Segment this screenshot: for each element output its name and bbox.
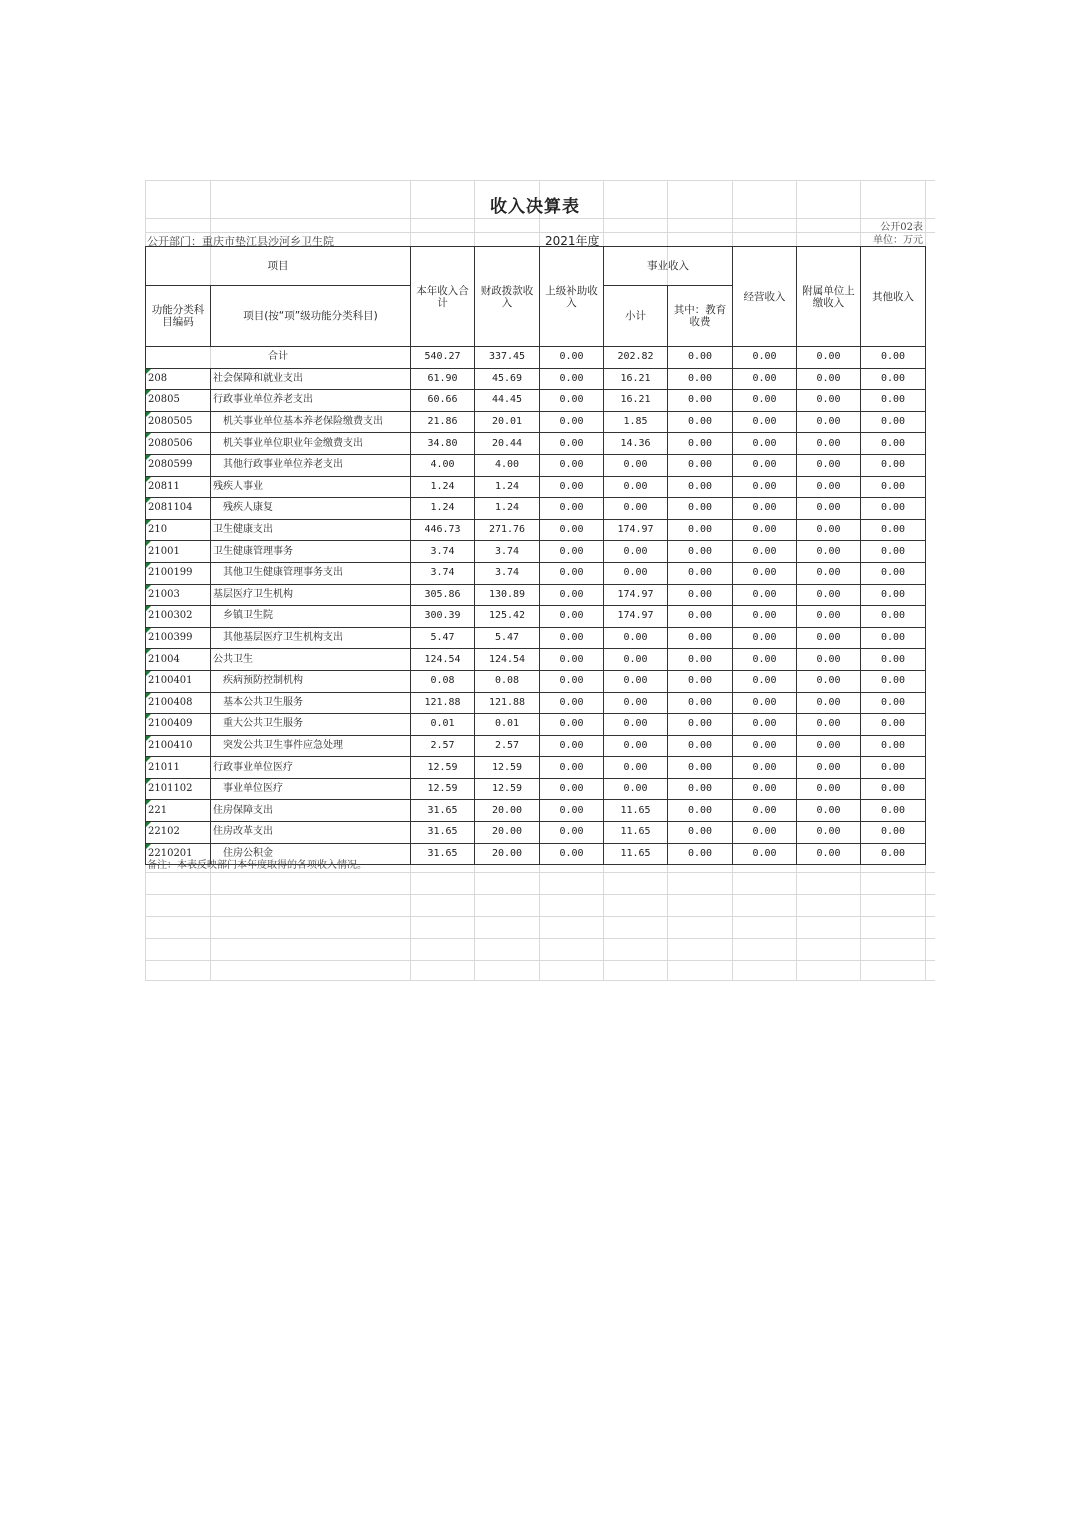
row-value: 0.00 [604,454,668,476]
year-label: 2021年度 [545,234,600,248]
table-row [146,714,926,736]
row-value: 271.76 [475,519,540,541]
row-value: 0.00 [540,714,604,736]
table-row [146,800,926,822]
table-row [146,454,926,476]
department-label: 公开部门：重庆市垫江县沙河乡卫生院 [147,235,334,248]
row-value: 0.00 [797,368,861,390]
row-value: 0.00 [604,541,668,563]
gridline [145,180,935,181]
row-value: 0.00 [797,670,861,692]
row-value: 0.00 [861,390,926,412]
row-value: 0.00 [668,433,733,455]
row-value: 0.00 [540,390,604,412]
header-code: 功能分类科目编码 [146,286,211,347]
row-name: 其他卫生健康管理事务支出 [211,562,411,584]
row-value: 0.00 [733,606,797,628]
table-row [146,778,926,800]
row-code: 2100410 [146,735,211,757]
row-value: 0.00 [733,433,797,455]
row-name: 住房改革支出 [211,822,411,844]
row-value: 0.00 [668,692,733,714]
row-value: 305.86 [411,584,475,606]
row-value: 0.00 [604,562,668,584]
row-value: 0.00 [540,692,604,714]
row-name: 残疾人事业 [211,476,411,498]
row-value: 0.00 [861,843,926,865]
row-value: 0.00 [540,411,604,433]
row-name: 基层医疗卫生机构 [211,584,411,606]
row-code: 221 [146,800,211,822]
row-value: 60.66 [411,390,475,412]
row-value: 0.00 [604,735,668,757]
row-value: 16.21 [604,368,668,390]
row-value: 0.00 [733,476,797,498]
row-value: 31.65 [411,800,475,822]
row-code: 208 [146,368,211,390]
table-row [146,757,926,779]
header-subtotal: 小计 [604,286,668,347]
row-value: 0.00 [540,541,604,563]
row-value: 0.00 [668,714,733,736]
row-name: 住房公积金 [211,843,411,865]
row-value: 0.00 [861,498,926,520]
row-code: 2100399 [146,627,211,649]
total-cell: 202.82 [604,347,668,369]
row-value: 0.00 [540,800,604,822]
row-value: 125.42 [475,606,540,628]
header-name: 项目(按“项”级功能分类科目) [211,286,411,347]
table-note: 备注：本表反映部门本年度取得的各项收入情况。 [147,860,367,871]
row-value: 0.00 [733,843,797,865]
total-cell: 0.00 [540,347,604,369]
row-code: 20805 [146,390,211,412]
row-value: 0.00 [604,498,668,520]
row-value: 0.00 [668,390,733,412]
row-value: 0.00 [797,390,861,412]
row-value: 21.86 [411,411,475,433]
row-value: 0.00 [861,368,926,390]
row-value: 0.00 [861,606,926,628]
row-value: 34.80 [411,433,475,455]
row-code: 2080599 [146,454,211,476]
row-name: 行政事业单位养老支出 [211,390,411,412]
row-value: 0.00 [797,562,861,584]
row-value: 0.00 [604,649,668,671]
row-value: 0.01 [411,714,475,736]
row-value: 0.00 [861,519,926,541]
row-code: 21004 [146,649,211,671]
row-value: 0.00 [797,714,861,736]
row-value: 0.00 [861,541,926,563]
row-value: 0.00 [668,541,733,563]
row-value: 0.00 [540,562,604,584]
row-value: 0.00 [861,411,926,433]
row-value: 31.65 [411,822,475,844]
row-value: 0.00 [861,757,926,779]
row-value: 0.00 [797,822,861,844]
row-value: 45.69 [475,368,540,390]
row-name: 重大公共卫生服务 [211,714,411,736]
row-value: 0.00 [540,843,604,865]
row-value: 0.00 [668,606,733,628]
row-value: 0.00 [604,692,668,714]
row-name: 突发公共卫生事件应急处理 [211,735,411,757]
row-value: 0.00 [540,584,604,606]
row-value: 0.00 [540,822,604,844]
gridline [145,938,935,939]
row-value: 0.00 [604,714,668,736]
row-value: 0.00 [861,649,926,671]
header-subsidy: 上级补助收入 [540,247,604,347]
total-cell: 0.00 [733,347,797,369]
row-value: 12.59 [475,757,540,779]
row-value: 0.00 [861,778,926,800]
row-value: 0.00 [540,433,604,455]
row-value: 0.00 [733,541,797,563]
row-name: 机关事业单位基本养老保险缴费支出 [211,411,411,433]
row-value: 0.00 [861,714,926,736]
row-value: 0.00 [797,541,861,563]
row-value: 3.74 [475,541,540,563]
row-value: 0.00 [861,627,926,649]
row-value: 20.00 [475,843,540,865]
row-value: 0.00 [861,800,926,822]
row-value: 0.00 [540,757,604,779]
header-total: 本年收入合计 [411,247,475,347]
row-name: 卫生健康管理事务 [211,541,411,563]
row-value: 124.54 [475,649,540,671]
row-value: 0.00 [540,368,604,390]
row-value: 0.00 [797,757,861,779]
row-value: 0.00 [668,562,733,584]
row-name: 其他行政事业单位养老支出 [211,454,411,476]
income-table [145,246,926,865]
row-value: 0.00 [540,627,604,649]
row-name: 基本公共卫生服务 [211,692,411,714]
header-affiliated: 附属单位上缴收入 [797,247,861,347]
row-value: 1.24 [475,498,540,520]
total-label: 合计 [146,347,411,369]
table-row [146,627,926,649]
table-row [146,433,926,455]
row-value: 3.74 [411,562,475,584]
row-value: 121.88 [475,692,540,714]
row-value: 124.54 [411,649,475,671]
row-name: 行政事业单位医疗 [211,757,411,779]
row-value: 11.65 [604,843,668,865]
row-code: 21001 [146,541,211,563]
row-value: 5.47 [411,627,475,649]
table-row [146,368,926,390]
total-cell: 540.27 [411,347,475,369]
row-value: 0.00 [797,584,861,606]
row-code: 2100409 [146,714,211,736]
row-value: 0.00 [540,454,604,476]
row-value: 0.00 [733,390,797,412]
unit-label: 单位：万元 [873,235,923,246]
row-value: 0.00 [861,454,926,476]
gridline [145,980,935,981]
row-value: 0.00 [733,519,797,541]
row-value: 0.00 [668,368,733,390]
table-row [146,606,926,628]
row-value: 130.89 [475,584,540,606]
gridline [145,894,935,895]
row-code: 2101102 [146,778,211,800]
table-row [146,411,926,433]
row-value: 0.00 [733,649,797,671]
row-name: 公共卫生 [211,649,411,671]
row-value: 5.47 [475,627,540,649]
row-name: 事业单位医疗 [211,778,411,800]
row-value: 0.00 [797,433,861,455]
row-value: 0.00 [797,649,861,671]
row-value: 0.00 [668,649,733,671]
row-value: 1.24 [411,498,475,520]
row-value: 0.00 [733,584,797,606]
row-value: 0.00 [668,584,733,606]
row-value: 0.00 [861,670,926,692]
row-name: 住房保障支出 [211,800,411,822]
row-value: 1.85 [604,411,668,433]
row-value: 3.74 [475,562,540,584]
row-value: 0.00 [797,498,861,520]
form-code: 公开02表 [880,222,923,233]
row-code: 2210201 [146,843,211,865]
row-value: 0.00 [604,670,668,692]
row-value: 0.08 [411,670,475,692]
row-value: 0.00 [604,476,668,498]
header-fiscal: 财政拨款收入 [475,247,540,347]
row-value: 20.00 [475,800,540,822]
form-code-block [873,221,923,247]
row-code: 21011 [146,757,211,779]
row-value: 0.00 [797,476,861,498]
table-row [146,670,926,692]
row-value: 174.97 [604,584,668,606]
table-row [146,692,926,714]
row-value: 16.21 [604,390,668,412]
row-value: 174.97 [604,519,668,541]
row-value: 61.90 [411,368,475,390]
row-name: 乡镇卫生院 [211,606,411,628]
table-row [146,476,926,498]
table-row [146,584,926,606]
row-value: 12.59 [475,778,540,800]
row-name: 社会保障和就业支出 [211,368,411,390]
row-value: 0.00 [733,735,797,757]
table-row [146,735,926,757]
row-value: 0.00 [861,822,926,844]
row-value: 2.57 [475,735,540,757]
row-name: 疾病预防控制机构 [211,670,411,692]
row-name: 机关事业单位职业年金缴费支出 [211,433,411,455]
gridline [145,960,935,961]
row-value: 3.74 [411,541,475,563]
row-value: 0.00 [797,735,861,757]
row-value: 0.00 [861,562,926,584]
row-value: 0.01 [475,714,540,736]
row-value: 0.00 [668,670,733,692]
row-code: 20811 [146,476,211,498]
row-value: 0.00 [733,692,797,714]
row-value: 0.00 [797,411,861,433]
row-code: 2080506 [146,433,211,455]
row-value: 0.00 [668,519,733,541]
row-value: 0.00 [733,778,797,800]
row-value: 0.00 [861,433,926,455]
row-value: 0.00 [668,498,733,520]
row-value: 0.00 [540,778,604,800]
row-value: 174.97 [604,606,668,628]
total-row [146,347,926,369]
row-value: 2.57 [411,735,475,757]
total-cell: 0.00 [861,347,926,369]
row-value: 20.00 [475,822,540,844]
row-value: 0.00 [540,519,604,541]
row-value: 0.00 [733,454,797,476]
row-value: 0.00 [668,778,733,800]
row-value: 11.65 [604,800,668,822]
row-code: 2100302 [146,606,211,628]
row-value: 0.00 [604,627,668,649]
table-row [146,562,926,584]
row-value: 0.00 [668,411,733,433]
table-row [146,390,926,412]
row-value: 12.59 [411,757,475,779]
row-code: 22102 [146,822,211,844]
row-value: 0.00 [733,368,797,390]
row-value: 1.24 [475,476,540,498]
row-value: 0.00 [733,714,797,736]
row-value: 0.00 [540,606,604,628]
row-value: 0.00 [668,454,733,476]
total-cell: 0.00 [668,347,733,369]
page-title: 收入决算表 [490,197,580,217]
row-value: 121.88 [411,692,475,714]
row-value: 0.00 [733,627,797,649]
row-value: 0.00 [540,735,604,757]
row-value: 0.00 [668,800,733,822]
row-value: 0.00 [733,800,797,822]
row-value: 12.59 [411,778,475,800]
row-value: 0.00 [797,519,861,541]
row-value: 0.00 [668,627,733,649]
row-value: 0.00 [733,670,797,692]
row-value: 446.73 [411,519,475,541]
table-row [146,649,926,671]
row-value: 0.00 [604,778,668,800]
row-code: 2080505 [146,411,211,433]
header-business: 事业收入 [604,247,733,286]
row-value: 0.00 [540,498,604,520]
row-value: 0.00 [733,562,797,584]
row-value: 4.00 [411,454,475,476]
total-cell: 0.00 [797,347,861,369]
table-row [146,541,926,563]
gridline [145,218,935,219]
row-value: 0.00 [861,735,926,757]
row-value: 11.65 [604,822,668,844]
row-value: 0.00 [604,757,668,779]
row-value: 0.00 [797,627,861,649]
row-code: 210 [146,519,211,541]
row-value: 0.00 [668,843,733,865]
row-name: 其他基层医疗卫生机构支出 [211,627,411,649]
table-row [146,822,926,844]
row-value: 0.00 [540,476,604,498]
row-value: 0.00 [797,692,861,714]
total-cell: 337.45 [475,347,540,369]
row-value: 1.24 [411,476,475,498]
header-operating: 经营收入 [733,247,797,347]
row-value: 0.00 [861,692,926,714]
row-name: 残疾人康复 [211,498,411,520]
gridline [145,916,935,917]
row-value: 31.65 [411,843,475,865]
row-value: 0.00 [668,735,733,757]
row-value: 0.00 [540,670,604,692]
row-value: 0.00 [797,778,861,800]
row-value: 4.00 [475,454,540,476]
row-value: 14.36 [604,433,668,455]
row-value: 0.00 [861,584,926,606]
row-name: 卫生健康支出 [211,519,411,541]
row-value: 0.00 [733,822,797,844]
table-row [146,519,926,541]
row-value: 44.45 [475,390,540,412]
row-value: 0.00 [797,454,861,476]
row-value: 20.01 [475,411,540,433]
header-project: 项目 [146,247,411,286]
row-code: 21003 [146,584,211,606]
row-value: 0.00 [861,476,926,498]
row-code: 2081104 [146,498,211,520]
row-value: 0.00 [733,411,797,433]
row-value: 0.00 [668,476,733,498]
row-value: 20.44 [475,433,540,455]
row-value: 300.39 [411,606,475,628]
row-value: 0.00 [797,606,861,628]
row-value: 0.00 [733,498,797,520]
row-value: 0.00 [797,843,861,865]
row-code: 2100199 [146,562,211,584]
row-value: 0.08 [475,670,540,692]
table-row [146,498,926,520]
row-value: 0.00 [797,800,861,822]
header-education: 其中：教育收费 [668,286,733,347]
row-code: 2100401 [146,670,211,692]
row-value: 0.00 [668,822,733,844]
row-code: 2100408 [146,692,211,714]
row-value: 0.00 [668,757,733,779]
header-other: 其他收入 [861,247,926,347]
row-value: 0.00 [733,757,797,779]
row-value: 0.00 [540,649,604,671]
gridline [145,872,935,873]
